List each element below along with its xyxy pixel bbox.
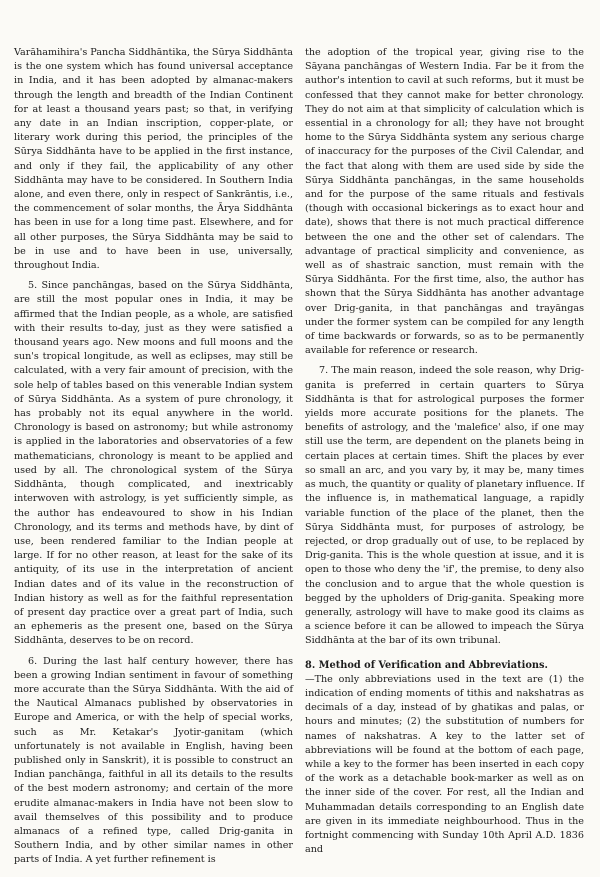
paragraph-intro: Varāhamihira's Pancha Siddhāntika, the Sūrya Siddhānta is the one system which has found universal acceptance in India, and it has been adopted by almanac-makers through the length and breadth of the Indian Continent for at least a thousand years past; so that, in verifying any date in an Indian inscription, copper-plate, or literary work during this period, the principles of the Sūrya Siddhānta have to be applied in the first instance, and only if they fail, the applicability of any other Siddhānta may have to be considered. In Southern India alone, and even there, only in respect of Sankrāntis, i.e., the commencement of solar months, the Ārya Siddhānta has been in use for a long time past. Elsewhere, and for all other purposes, the Sūrya Siddhānta may be said to be in use and to have been in use, universally, throughout India. [14,47,293,272]
paragraph-continued: the adoption of the tropical year, giving rise to the Sāyana panchāngas of Western India. Far be it from the author's intention to cavil at such reforms, but it must be confessed that they cannot make for better chronology. They do not aim at that simplicity of calculation which is essential in a chronology for all; they have not brought home to the Sūrya Siddhānta system any serious charge of inaccuracy for the purposes of the Civil Calendar, and the fact that along with them are used side by side the Sūrya Siddhānta panchāngas, in the same households and for the purpose of the same rituals and festivals (though with occasional bickerings as to exact hour and date), shows that there is not much practical difference between the one and the other set of calendars. The advantage of practical simplicity and convenience, as well as of shastraic sanction, must remain with the Sūrya Siddhānta. For the first time, also, the author has shown that the Sūrya Siddhānta has another advantage over Drig-ganita, in that panchāngas and trayāngas under the former system can be compiled for any length of time backwards or forwards, so as to be permanently available for reference or research. [305,47,584,357]
left-column [14,46,293,868]
section-heading-8: 8. Method of Verification and Abbreviations. [305,659,548,671]
right-column [305,46,584,857]
paragraph-5: 5. Since panchāngas, based on the Sūrya Siddhānta, are still the most popular ones in India, it may be affirmed that the Indian people, as a whole, are satisfied with their results to-day, just as they were satisfied a thousand years ago. New moons and full moons and the sun's tropical longitude, as well as eclipses, may still be calculated, with a very fair amount of precision, with the sole help of tables based on this venerable Indian system of Sūrya Siddhānta. As a system of pure chronology, it has probably not its equal anywhere in the world. Chronology is based on astronomy; but while astronomy is applied in the laboratories and observatories of a few mathematicians, chronology is meant to be applied and used by all. The chronological system of the Sūrya Siddhānta, though complicated, and inextricably interwoven with astrology, is yet sufficiently simple, as the author has endeavoured to show in his Indian Chronology, and its terms and methods have, by dint of use, been rendered familiar to the Indian people at large. If for no other reason, at least for the sake of its antiquity, of its use in the interpretation of ancient Indian dates and of its value in the reconstruction of Indian history as well as for the faithful representation of present day practice over a great part of India, such an ephemeris as the present one, based on the Sūrya Siddhānta, deserves to be on record. [14,280,293,647]
paragraph-8: —The only abbreviations used in the text are (1) the indication of ending moments of tithis and nakshatras as decimals of a day, instead of by ghatikas and palas, or hours and minutes; (2) the substitution of numbers for names of nakshatras. A key to the latter set of abbreviations will be found at the bottom of each page, while a key to the former has been inserted in each copy of the work as a detachable book-marker as well as on the inner side of the cover. For rest, all the Indian and Muhammadan details corresponding to an English date are given in its immediate neighbourhood. Thus in the fortnight commencing with Sunday 10th April A.D. 1836 and [305,673,584,856]
paragraph-6: 6. During the last half century however, there has been a growing Indian sentiment in favour of something more accurate than the Sūrya Siddhānta. With the aid of the Nautical Almanacs published by observatories in Europe and America, or with the help of special works, such as Mr. Ketakar's Jyotir-ganitam (which unfortunately is not available in English, having been published only in Sanskrit), it is possible to construct an Indian panchānga, faithful in all its details to the results of the best modern astronomy; and certain of the more erudite almanac-makers in India have not been slow to avail themselves of this possibility and to produce almanacs of a refined type, called Drig-ganita in Southern India, and by other similar names in other parts of India. A yet further refinement is [14,655,293,866]
paragraph-7: 7. The main reason, indeed the sole reason, why Drig-ganita is preferred in certain quarters to Sūrya Siddhānta is that for astrological purposes the former yields more accurate positions for the planets. The benefits of astrology, and the 'malefice' also, if one may still use the term, are dependent on the planets being in certain places at certain times. Shift the places by ever so small an arc, and you vary by, it may be, many times as much, the quantity or quality of planetary influence. If the influence is, in mathematical language, a rapidly variable function of the place of the planet, then the Sūrya Siddhānta must, for purposes of astrology, be rejected, or drop gradually out of use, to be replaced by Drig-ganita. This is the whole question at issue, and it is open to those who deny the 'if', the premise, to deny also the conclusion and to argue that the whole question is begged by the upholders of Drig-ganita. Speaking more generally, astrology will have to make good its claims as a science before it can be allowed to impeach the Sūrya Siddhānta at the bar of its own tribunal. [305,365,584,647]
